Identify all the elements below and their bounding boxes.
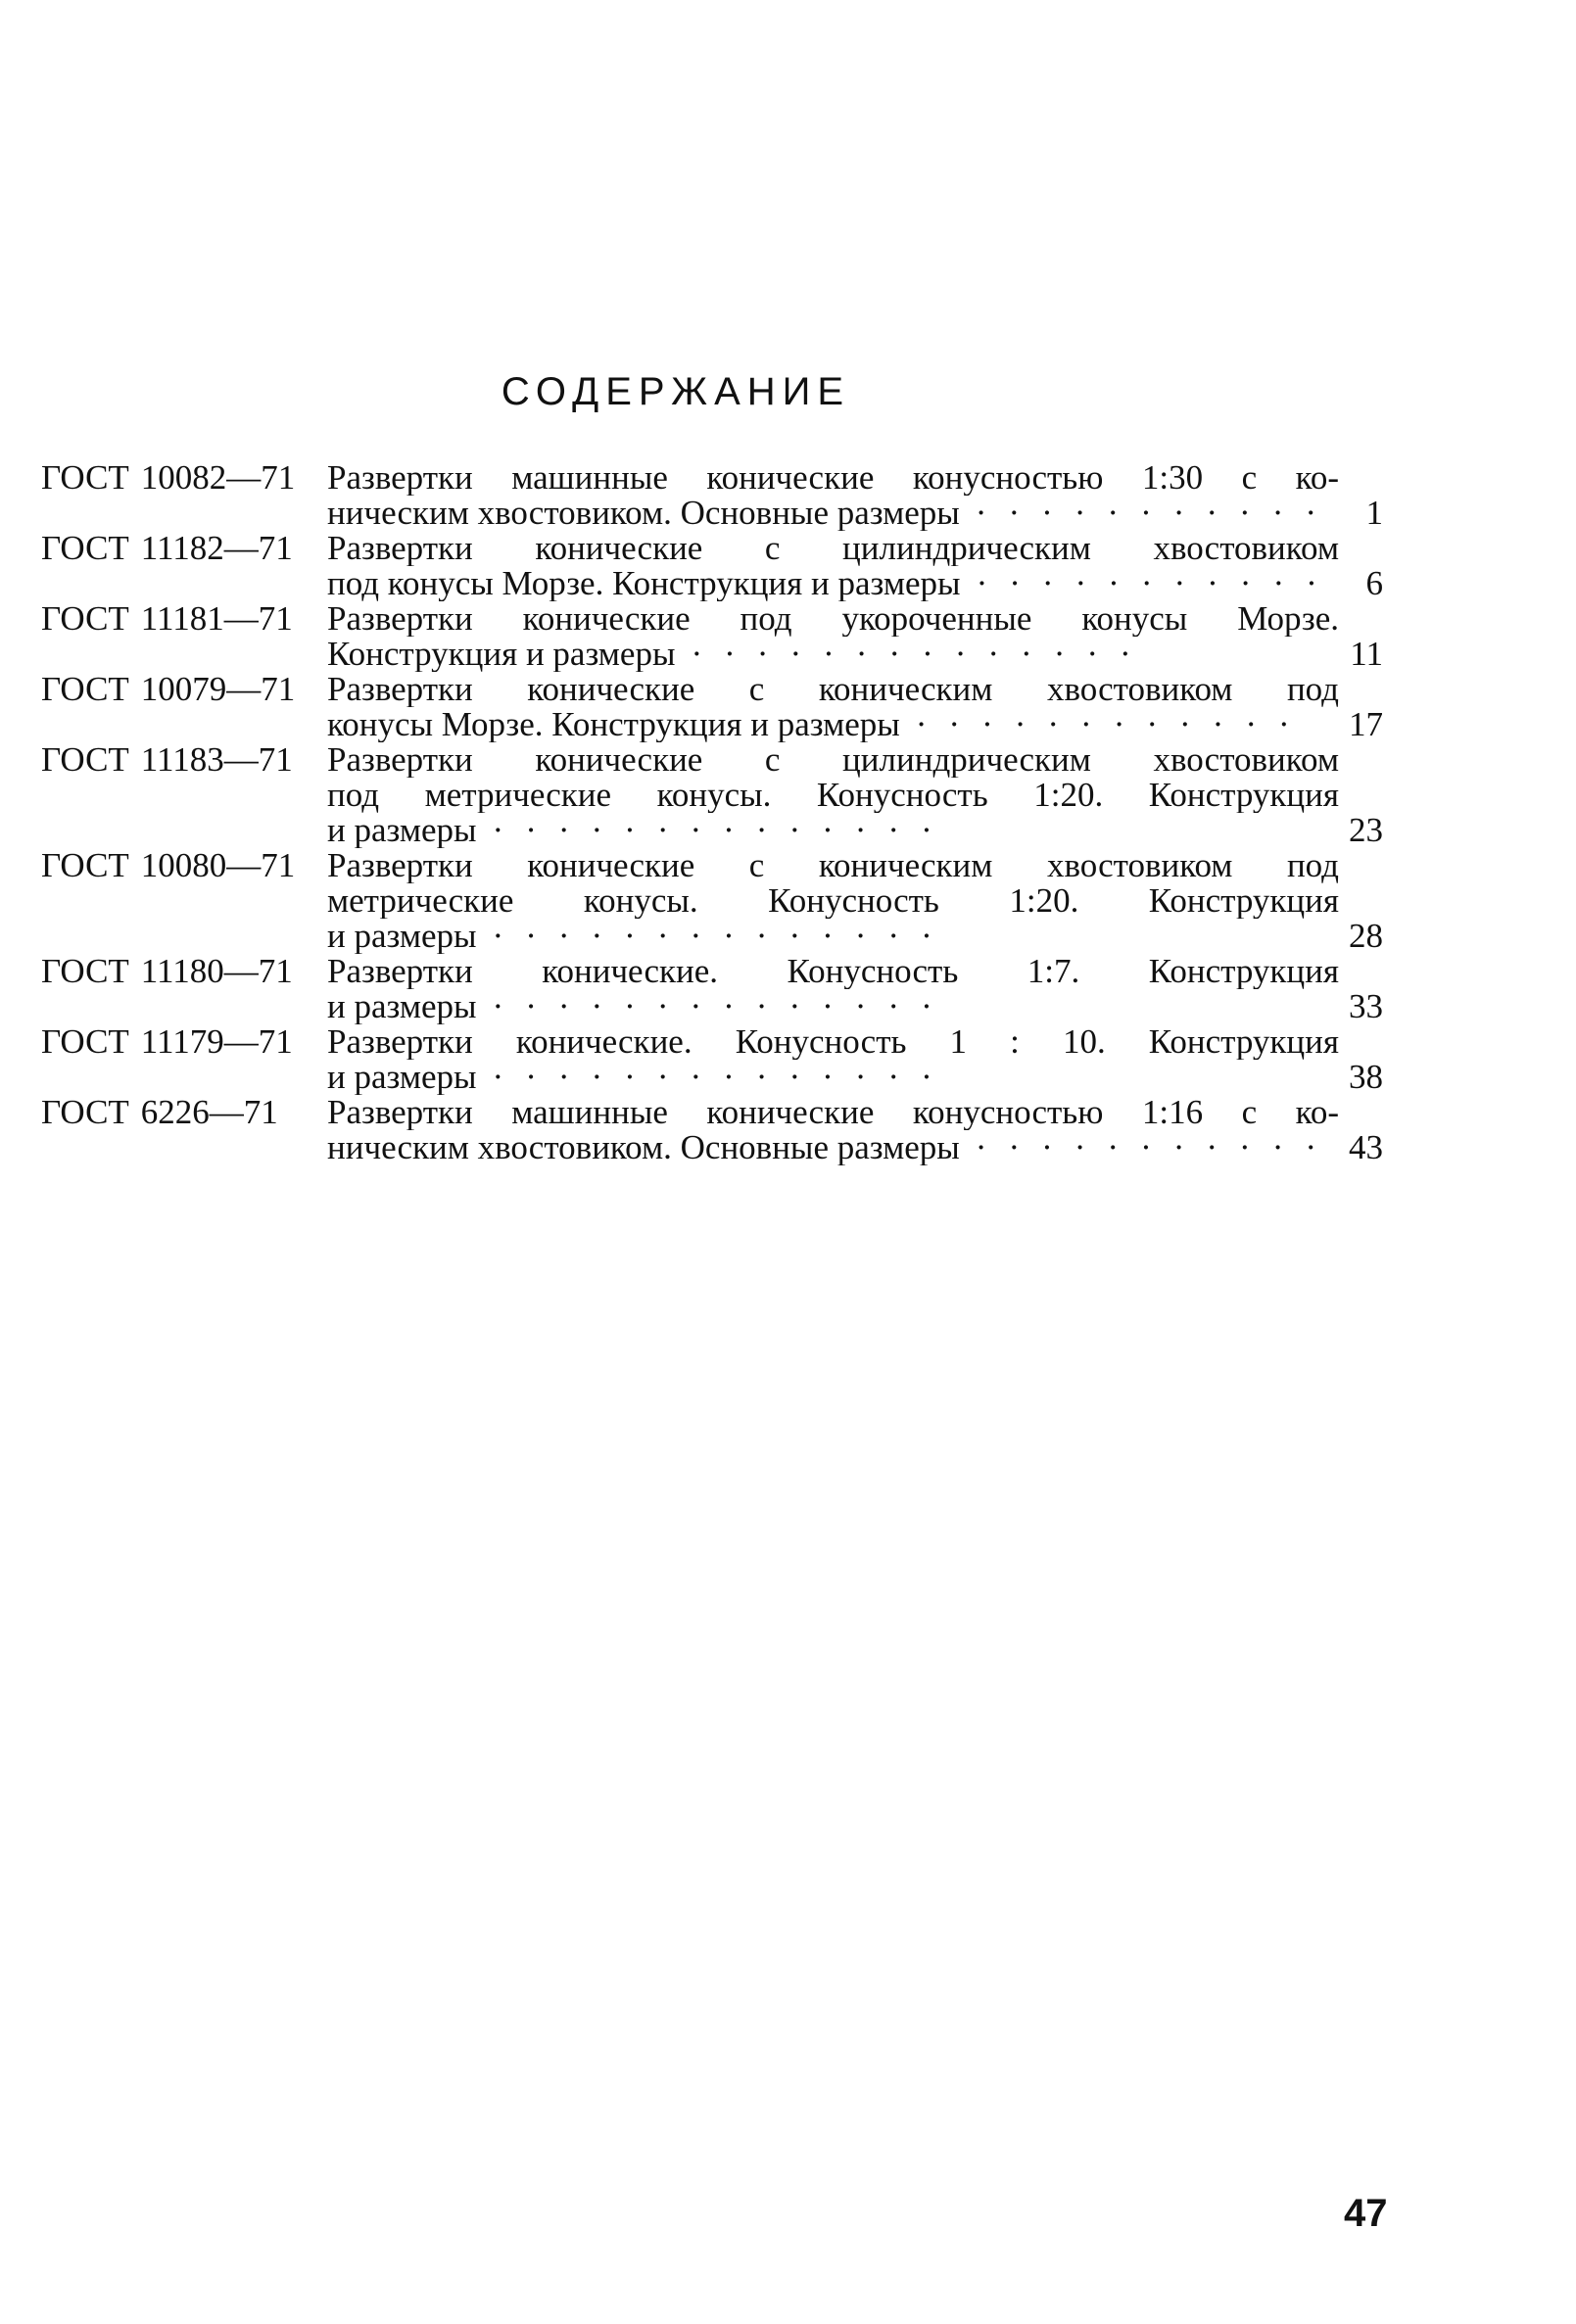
toc-line [327,1060,1339,1095]
toc-line-text: метрические конусы. Конусность 1:20. Конструкция [327,883,1339,919]
toc-line-text: ническим хвостовиком. Основные размеры [327,1130,960,1165]
toc-entry [41,1024,1383,1095]
gost-code [41,601,335,637]
gost-number: 6226—71 [140,1093,278,1131]
toc-page-number: 11 [1350,635,1383,673]
toc-line [327,601,1339,637]
gost-number: 11183—71 [140,740,293,779]
leader-dots: ·············· [691,637,1153,672]
toc-entry-text [327,1095,1339,1165]
toc-entry-text [327,848,1339,954]
toc-line-text: Развертки конические с коническим хвостовиком под [327,848,1339,883]
toc-entry [41,848,1383,954]
toc-line [327,1130,1339,1165]
toc-line-text: и размеры [327,813,477,848]
leader-dots: ·············· [492,989,954,1024]
toc-entry [41,601,1383,672]
toc-entry [41,672,1383,742]
toc-line [327,989,1339,1024]
leader-dots: ··········· [975,1130,1339,1165]
toc-entry-text [327,672,1339,742]
leader-dots: ··········· [975,496,1339,531]
toc-line-text: Развертки конические. Конусность 1:7. Конструкция [327,954,1339,989]
toc-page-number: 28 [1349,917,1383,955]
toc-line-text: под метрические конусы. Конусность 1:20. Конструкция [327,778,1339,813]
gost-prefix: ГОСТ [41,1093,129,1131]
toc-line-text: конусы Морзе. Конструкция и размеры [327,707,900,742]
toc-entry [41,954,1383,1024]
gost-number: 11181—71 [140,599,293,638]
page-title: СОДЕРЖАНИЕ [501,370,851,413]
gost-code [41,672,335,707]
gost-prefix: ГОСТ [41,599,129,638]
gost-prefix: ГОСТ [41,670,129,708]
toc-line-text: и размеры [327,919,477,954]
toc-line [327,672,1339,707]
toc-entry-text [327,954,1339,1024]
toc-page-number: 33 [1349,987,1383,1025]
toc-entry-text [327,531,1339,601]
gost-number: 10079—71 [140,670,296,708]
gost-code [41,742,335,778]
toc-line [327,496,1339,531]
toc-entry [41,1095,1383,1165]
gost-code [41,954,335,989]
toc-page-number: 1 [1365,494,1383,532]
toc-line [327,778,1339,813]
gost-number: 10080—71 [140,846,296,884]
leader-dots: ············ [915,707,1312,742]
gost-prefix: ГОСТ [41,1022,129,1061]
toc-page-number: 6 [1365,564,1383,602]
toc-page-number: 17 [1349,705,1383,743]
toc-line [327,1024,1339,1060]
page-number: 47 [1344,2192,1388,2235]
gost-number: 11179—71 [140,1022,293,1061]
leader-dots: ·············· [492,1060,954,1095]
toc-line-text: Конструкция и размеры [327,637,676,672]
toc-line-text: Развертки конические с коническим хвостовиком под [327,672,1339,707]
leader-dots: ·············· [492,813,954,848]
toc-line [327,707,1339,742]
toc-line-text: Развертки конические. Конусность 1 : 10. Конструкция [327,1024,1339,1060]
toc-page-number: 23 [1349,811,1383,849]
toc-line [327,460,1339,496]
toc-entry-text [327,742,1339,848]
toc-line-text: Развертки конические под укороченные конусы Морзе. [327,601,1339,637]
toc-line-text: Развертки машинные конические конусностью 1:16 с ко- [327,1095,1339,1130]
gost-prefix: ГОСТ [41,846,129,884]
gost-code [41,1095,335,1130]
gost-code [41,1024,335,1060]
toc-page-number: 38 [1349,1058,1383,1096]
toc-entry-text [327,460,1339,531]
gost-code [41,848,335,883]
toc-line-text: Развертки конические с цилиндрическим хвостовиком [327,742,1339,778]
toc-entry [41,460,1383,531]
gost-number: 11180—71 [140,952,293,990]
toc-line [327,742,1339,778]
toc-line-text: и размеры [327,1060,477,1095]
toc-line-text: под конусы Морзе. Конструкция и размеры [327,566,961,601]
toc-line [327,883,1339,919]
table-of-contents [41,460,1383,1165]
toc-line [327,813,1339,848]
toc-line [327,637,1339,672]
gost-prefix: ГОСТ [41,529,129,567]
gost-prefix: ГОСТ [41,740,129,779]
gost-number: 11182—71 [140,529,293,567]
leader-dots: ··········· [976,566,1339,601]
toc-line [327,919,1339,954]
toc-line-text: и размеры [327,989,477,1024]
toc-line-text: ническим хвостовиком. Основные размеры [327,496,960,531]
gost-code [41,460,335,496]
toc-entry-text [327,601,1339,672]
gost-number: 10082—71 [140,458,296,497]
toc-line [327,848,1339,883]
toc-line [327,954,1339,989]
toc-entry [41,742,1383,848]
toc-line-text: Развертки машинные конические конусностью 1:30 с ко- [327,460,1339,496]
leader-dots: ·············· [492,919,954,954]
toc-line [327,531,1339,566]
gost-prefix: ГОСТ [41,952,129,990]
gost-prefix: ГОСТ [41,458,129,497]
gost-code [41,531,335,566]
toc-line-text: Развертки конические с цилиндрическим хвостовиком [327,531,1339,566]
toc-line [327,1095,1339,1130]
toc-entry-text [327,1024,1339,1095]
toc-line [327,566,1339,601]
toc-page-number: 43 [1349,1128,1383,1166]
toc-entry [41,531,1383,601]
